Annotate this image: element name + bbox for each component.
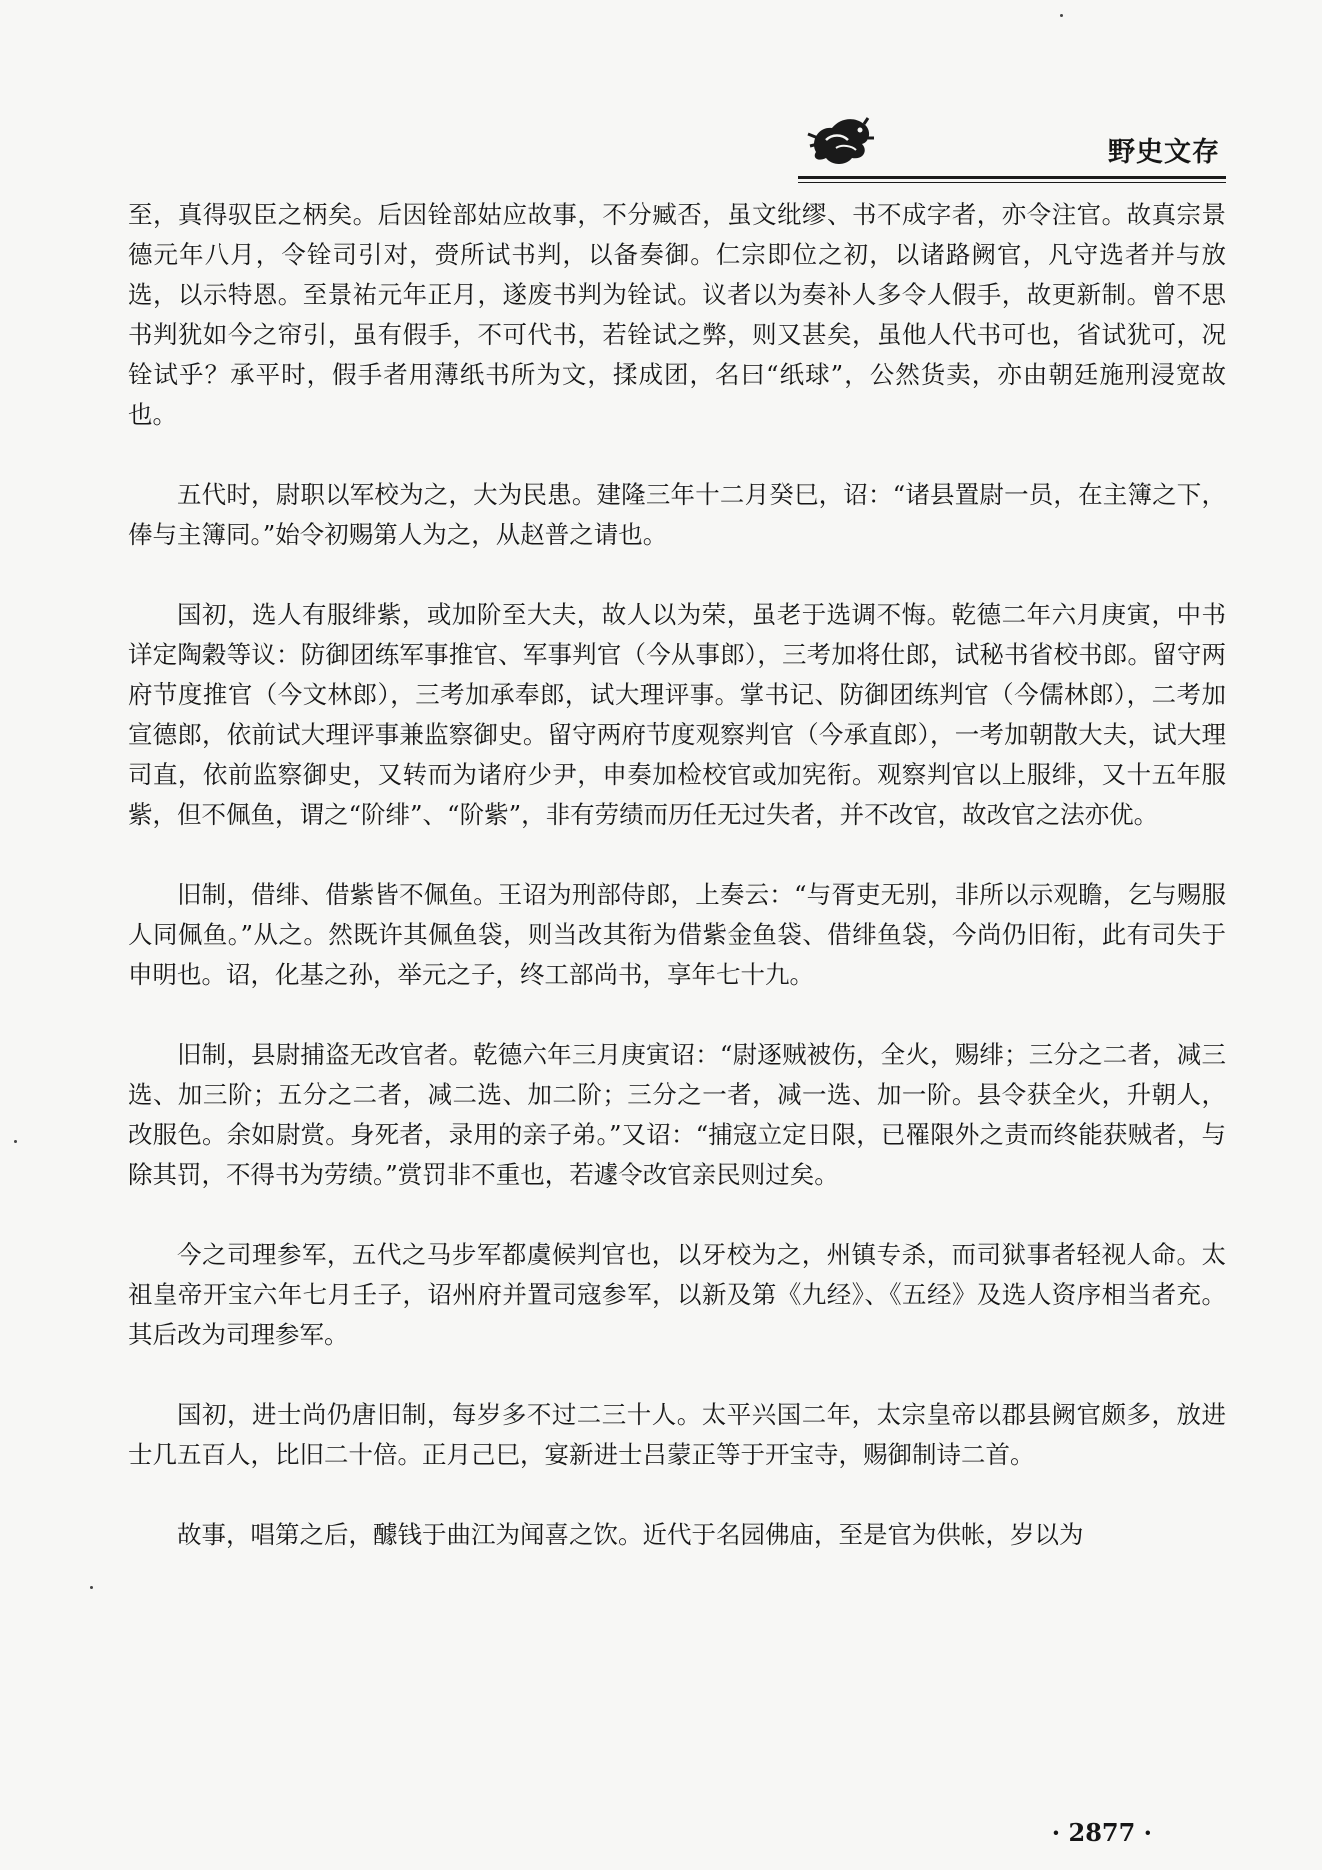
paragraph: 旧制，借绯、借紫皆不佩鱼。王诏为刑部侍郎，上奏云：“与胥吏无别，非所以示观瞻，乞与赐服人同佩鱼。”从之。然既许其佩鱼袋，则当改其衔为借紫金鱼袋、借绯鱼袋，今尚仍旧衔，此有司失于申明也。诏，化基之孙，举元之子，终工部尚书，享年七十九。	[128, 880, 1226, 989]
body-text	[128, 195, 1226, 1595]
scan-speck	[14, 1140, 17, 1143]
running-header	[798, 108, 1226, 188]
paragraph: 今之司理参军，五代之马步军都虞候判官也，以牙校为之，州镇专杀，而司狱事者轻视人命。太祖皇帝开宝六年七月壬子，诏州府并置司寇参军，以新及第《九经》、《五经》及选人资序相当者充。其后改为司理参军。	[128, 1240, 1226, 1349]
paragraph: 至，真得驭臣之柄矣。后因铨部姑应故事，不分臧否，虽文纰缪、书不成字者，亦令注官。故真宗景德元年八月，令铨司引对，赍所试书判，以备奏御。仁宗即位之初，以诸路阙官，凡守选者并与放选，以示特恩。至景祐元年正月，遂废书判为铨试。议者以为奏补人多令人假手，故更新制。曾不思书判犹如今之帘引，虽有假手，不可代书，若铨试之弊，则又甚矣，虽他人代书可也，省试犹可，况铨试乎？承平时，假手者用薄纸书所为文，揉成团，名曰“纸球”，公然货卖，亦由朝廷施刑浸宽故也。	[128, 200, 1226, 429]
header-title: 野史文存	[1108, 137, 1220, 168]
dragon-icon	[806, 112, 876, 170]
paragraph: 五代时，尉职以军校为之，大为民患。建隆三年十二月癸巳，诏：“诸县置尉一员，在主簿之下，俸与主簿同。”始令初赐第人为之，从赵普之请也。	[128, 480, 1226, 549]
paragraph: 旧制，县尉捕盗无改官者。乾德六年三月庚寅诏：“尉逐贼被伤，全火，赐绯；三分之二者，减三选、加三阶；五分之二者，减二选、加二阶；三分之一者，减一选、加一阶。县令获全火，升朝人，改服色。余如尉赏。身死者，录用的亲子弟。”又诏：“捕寇立定日限，已罹限外之责而终能获贼者，与除其罚，不得书为劳绩。”赏罚非不重也，若遽令改官亲民则过矣。	[128, 1040, 1226, 1189]
header-rule-thin	[798, 182, 1226, 183]
paragraph: 国初，进士尚仍唐旧制，每岁多不过二三十人。太平兴国二年，太宗皇帝以郡县阙官颇多，放进士几五百人，比旧二十倍。正月己巳，宴新进士吕蒙正等于开宝寺，赐御制诗二首。	[128, 1400, 1226, 1469]
header-rule	[798, 176, 1226, 179]
paragraph: 国初，选人有服绯紫，或加阶至大夫，故人以为荣，虽老于选调不悔。乾德二年六月庚寅，中书详定陶穀等议：防御团练军事推官、军事判官（今从事郎），三考加将仕郎，试秘书省校书郎。留守两府节度推官（今文林郎），三考加承奉郎，试大理评事。掌书记、防御团练判官（今儒林郎），二考加宣德郎，依前试大理评事兼监察御史。留守两府节度观察判官（今承直郎），一考加朝散大夫，试大理司直，依前监察御史，又转而为诸府少尹，申奏加检校官或加宪衔。观察判官以上服绯，又十五年服紫，但不佩鱼，谓之“阶绯”、“阶紫”，非有劳绩而历任无过失者，并不改官，故改官之法亦优。	[128, 600, 1226, 829]
paragraph: 故事，唱第之后，醵钱于曲江为闻喜之饮。近代于名园佛庙，至是官为供帐，岁以为	[177, 1520, 1084, 1549]
page-number: · 2877 ·	[1051, 1818, 1152, 1847]
scan-speck	[90, 1586, 93, 1589]
scan-speck	[1060, 14, 1063, 17]
